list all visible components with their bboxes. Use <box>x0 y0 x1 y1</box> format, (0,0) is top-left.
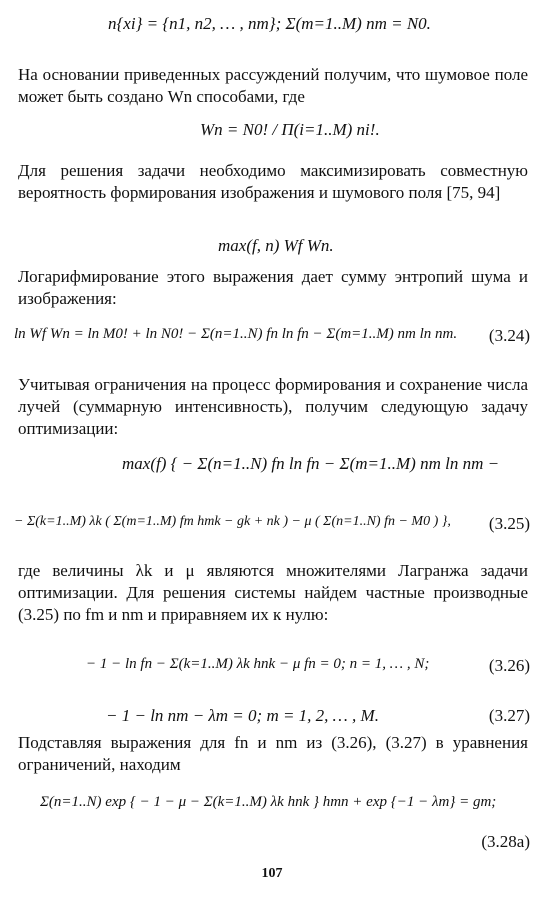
equation-text: Σ(n=1..N) exp { − 1 − μ − Σ(k=1..M) λk hnk } hmn + exp {−1 − λm} = gm; <box>40 794 497 810</box>
equation-text: ln Wf Wn = ln M0! + ln N0! − Σ(n=1..N) fn ln fn − Σ(m=1..M) nm ln nm. <box>14 326 458 342</box>
equation-number: (3.26) <box>488 656 530 675</box>
equation-3-26 <box>0 648 544 688</box>
equation-text: n{xi} = {n1, n2, … , nm}; Σ(m=1..M) nm = N0. <box>108 14 431 33</box>
equation-3-24 <box>0 318 544 358</box>
paragraph-5: где величины λk и μ являются множителями Лагранжа задачи оптимизации. Для решения системы найдем частные производные (3.25) по fm и nm и приравняем их к нулю: <box>18 561 528 624</box>
paragraph-2: Для решения задачи необходимо максимизировать совместную вероятность формирования изображения и шумового поля [75, 94] <box>18 161 528 202</box>
equation-text: max(f, n) Wf Wn. <box>218 236 334 255</box>
equation-wn <box>0 112 544 152</box>
equation-text: max(f) { − Σ(n=1..N) fn ln fn − Σ(m=1..M) nm ln nm − <box>122 454 500 473</box>
equation-text: − 1 − ln nm − λm = 0; m = 1, 2, … , M. <box>106 706 379 725</box>
paragraph-6: Подставляя выражения для fn и nm из (3.26), (3.27) в уравнения ограничений, находим <box>18 733 528 774</box>
equation-number-3-28a: (3.28a) <box>481 832 530 851</box>
equation-text: − 1 − ln fn − Σ(k=1..M) λk hnk − μ fn = 0; n = 1, … , N; <box>86 656 430 672</box>
paragraph-4: Учитывая ограничения на процесс формирования и сохранение числа лучей (суммарную интенсивность), получим следующую задачу оптимизации: <box>18 375 528 438</box>
equation-number: (3.25) <box>488 514 530 533</box>
equation-3-28a <box>0 786 544 826</box>
equation-max <box>0 228 544 268</box>
equation-3-25-line2 <box>0 506 544 546</box>
equation-3-25-line1 <box>0 446 544 486</box>
equation-text: Wn = N0! / Π(i=1..M) ni!. <box>200 120 380 139</box>
equation-number: (3.24) <box>488 326 530 345</box>
paragraph-3: Логарифмирование этого выражения дает сумму энтропий шума и изображения: <box>18 267 528 308</box>
equation-top <box>0 6 544 46</box>
paragraph-1: На основании приведенных рассуждений получим, что шумовое поле может быть создано Wn способами, где <box>18 65 528 106</box>
equation-number: (3.27) <box>488 706 530 725</box>
page-number: 107 <box>261 866 283 881</box>
equation-text: − Σ(k=1..M) λk ( Σ(m=1..M) fm hmk − gk + nk ) − μ ( Σ(n=1..N) fn − M0 ) }, <box>14 514 451 529</box>
